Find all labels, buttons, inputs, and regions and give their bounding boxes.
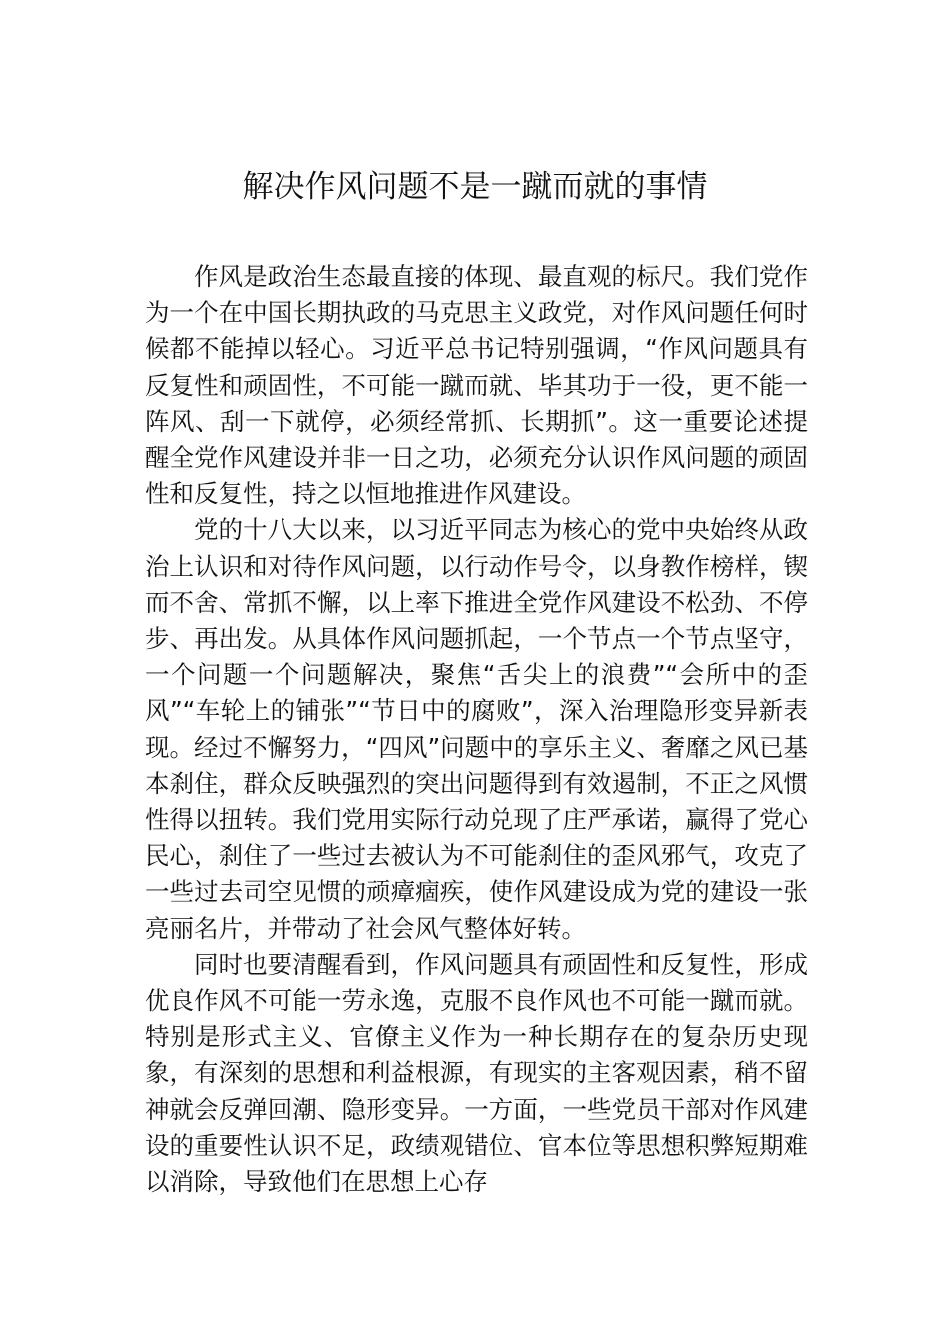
paragraph-2: 党的十八大以来，以习近平同志为核心的党中央始终从政治上认识和对待作风问题，以行动作号令，以身教作榜样，锲而不舍、常抓不懈，以上率下推进全党作风建设不松劲、不停步、再出发。从具体作风问题抓起，一个节点一个节点坚守，一个问题一个问题解决，聚焦“舌尖上的浪费”“会所中的歪风”“车轮上的铺张”“节日中的腐败”，深入治理隐形变异新表现。经过不懈努力，“四风”问题中的享乐主义、奢靡之风已基本刹住，群众反映强烈的突出问题得到有效遏制，不正之风惯性得以扭转。我们党用实际行动兑现了庄严承诺，赢得了党心民心，刹住了一些过去被认为不可能刹住的歪风邪气，攻克了一些过去司空见惯的顽瘴痼疾，使作风建设成为党的建设一张亮丽名片，并带动了社会风气整体好转。	[145, 515, 808, 943]
document-body	[145, 259, 808, 1200]
document-title: 解决作风问题不是一蹴而就的事情	[242, 169, 708, 205]
paragraph-3: 同时也要清醒看到，作风问题具有顽固性和反复性，形成优良作风不可能一劳永逸，克服不良作风也不可能一蹴而就。特别是形式主义、官僚主义作为一种长期存在的复杂历史现象，有深刻的思想和利益根源，有现实的主客观因素，稍不留神就会反弹回潮、隐形变异。一方面，一些党员干部对作风建设的重要性认识不足，政绩观错位、官本位等思想积弊短期难以消除，导致他们在思想上心存	[145, 949, 808, 1197]
paragraph-1: 作风是政治生态最直接的体现、最直观的标尺。我们党作为一个在中国长期执政的马克思主义政党，对作风问题任何时候都不能掉以轻心。习近平总书记特别强调，“作风问题具有反复性和顽固性，不可能一蹴而就、毕其功于一役，更不能一阵风、刮一下就停，必须经常抓、长期抓”。这一重要论述提醒全党作风建设并非一日之功，必须充分认识作风问题的顽固性和反复性，持之以恒地推进作风建设。	[145, 262, 808, 509]
